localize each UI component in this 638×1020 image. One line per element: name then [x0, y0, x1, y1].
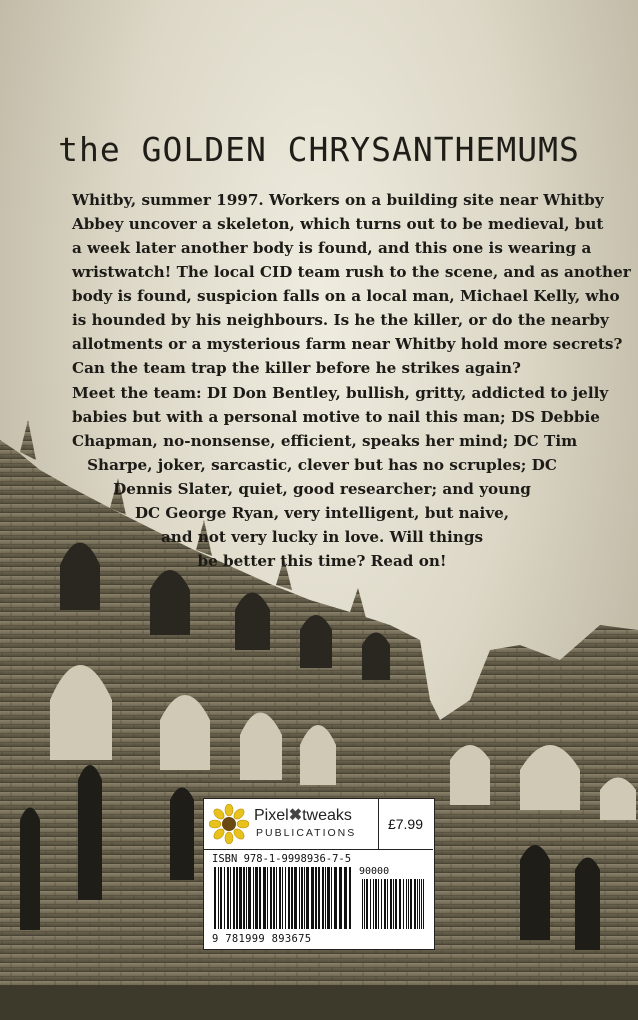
barcode-graphic [214, 867, 426, 937]
barcode-bar [373, 879, 374, 929]
barcode-bar [403, 879, 404, 929]
book-title: the GOLDEN CHRYSANTHEMUMS [58, 130, 580, 169]
addon-code: 90000 [359, 866, 390, 877]
ean-digits: 9 781999 893675 [212, 933, 312, 945]
barcode-label [203, 798, 435, 950]
barcode-bar [384, 879, 386, 929]
team-line: Meet the team: DI Don Bentley, bullish, gritty, addicted to jelly [72, 384, 609, 402]
barcode-bar [414, 879, 416, 929]
synopsis-line: allotments or a mysterious farm near Whitby hold more secrets? [72, 335, 623, 353]
barcode-bar [214, 867, 216, 929]
barcode-bar [344, 867, 347, 929]
isbn-text: ISBN 978-1-9998936-7-5 [212, 853, 352, 865]
barcode-bar [230, 867, 231, 929]
barcode-bar [395, 879, 397, 929]
publisher-name: Pixel✖tweaks [254, 807, 352, 824]
barcode-bar [306, 867, 309, 929]
team-line: babies but with a personal motive to nail this man; DS Debbie [72, 408, 600, 426]
team-line: DC George Ryan, very intelligent, but naive, [134, 504, 510, 522]
barcode-bar [255, 867, 258, 929]
barcode-bar [349, 867, 351, 929]
team-line: Chapman, no-nonsense, efficient, speaks her mind; DC Tim [72, 432, 578, 450]
barcode-bar [362, 879, 363, 929]
synopsis-line: body is found, suspicion falls on a local man, Michael Kelly, who [72, 287, 620, 305]
barcode-bar [279, 867, 281, 929]
barcode-bar [311, 867, 314, 929]
barcode-bar [253, 867, 254, 929]
barcode-bar [419, 879, 420, 929]
barcode-bar [325, 867, 326, 929]
barcode-bar [270, 867, 272, 929]
barcode-bar [227, 867, 229, 929]
barcode-bar [410, 879, 412, 929]
barcode-bar [334, 867, 337, 929]
barcode-bar [218, 867, 219, 929]
barcode-bar [399, 879, 401, 929]
barcode-bar [291, 867, 293, 929]
barcode-bar [301, 867, 303, 929]
barcode-bar [273, 867, 275, 929]
barcode-bar [248, 867, 251, 929]
synopsis-paragraph [72, 188, 631, 380]
synopsis-line: Can the team trap the killer before he strikes again? [72, 359, 521, 377]
barcode-bar [370, 879, 371, 929]
team-line: Sharpe, joker, sarcastic, clever but has no scruples; DC [87, 456, 557, 474]
barcode-bar [236, 867, 238, 929]
barcode-bar [390, 879, 392, 929]
barcode-bar [331, 867, 332, 929]
barcode-bar [299, 867, 300, 929]
synopsis-line: Whitby, summer 1997. Workers on a building site near Whitby [72, 191, 604, 209]
barcode-bar [381, 879, 382, 929]
barcode-bar [282, 867, 283, 929]
barcode-bar [364, 879, 365, 929]
synopsis-line: wristwatch! The local CID team rush to the scene, and as another [72, 263, 631, 281]
barcode-bar [294, 867, 297, 929]
barcode-bar [327, 867, 330, 929]
team-line: be better this time? Read on! [197, 552, 447, 570]
team-line: Dennis Slater, quiet, good researcher; and young [113, 480, 531, 498]
barcode-bar [406, 879, 407, 929]
barcode-bar [423, 879, 424, 929]
barcode-bar [408, 879, 409, 929]
barcode-bar [322, 867, 324, 929]
publisher-logo [204, 799, 379, 850]
barcode-bar [285, 867, 286, 929]
synopsis-line: a week later another body is found, and this one is wearing a [72, 239, 592, 257]
barcode-bar [259, 867, 261, 929]
barcode-bar [339, 867, 342, 929]
barcode-bar [224, 867, 225, 929]
synopsis-line: Abbey uncover a skeleton, which turns out to be medieval, but [72, 215, 604, 233]
team-paragraph [72, 381, 609, 573]
barcode-bar [267, 867, 268, 929]
barcode-bar [220, 867, 222, 929]
barcode-bar [288, 867, 290, 929]
barcode-bar [318, 867, 320, 929]
publisher-subtitle: PUBLICATIONS [256, 827, 357, 839]
sunflower-icon [209, 804, 249, 844]
barcode-bar [239, 867, 242, 929]
barcode-bar [263, 867, 266, 929]
barcode-bar [315, 867, 317, 929]
synopsis-line: is hounded by his neighbours. Is he the killer, or do the nearby [72, 311, 609, 329]
barcode-bar [366, 879, 368, 929]
barcode-bar [233, 867, 235, 929]
barcode-bar [393, 879, 394, 929]
team-line: and not very lucky in love. Will things [160, 528, 484, 546]
barcode-bar [304, 867, 305, 929]
barcode-bar [387, 879, 388, 929]
barcode-bar [246, 867, 247, 929]
price-label: £7.99 [378, 799, 433, 850]
barcode-bar [417, 879, 418, 929]
barcode-bar [375, 879, 377, 929]
barcode-bar [421, 879, 422, 929]
barcode-bar [276, 867, 277, 929]
barcode-bar [378, 879, 379, 929]
barcode-bar [243, 867, 245, 929]
